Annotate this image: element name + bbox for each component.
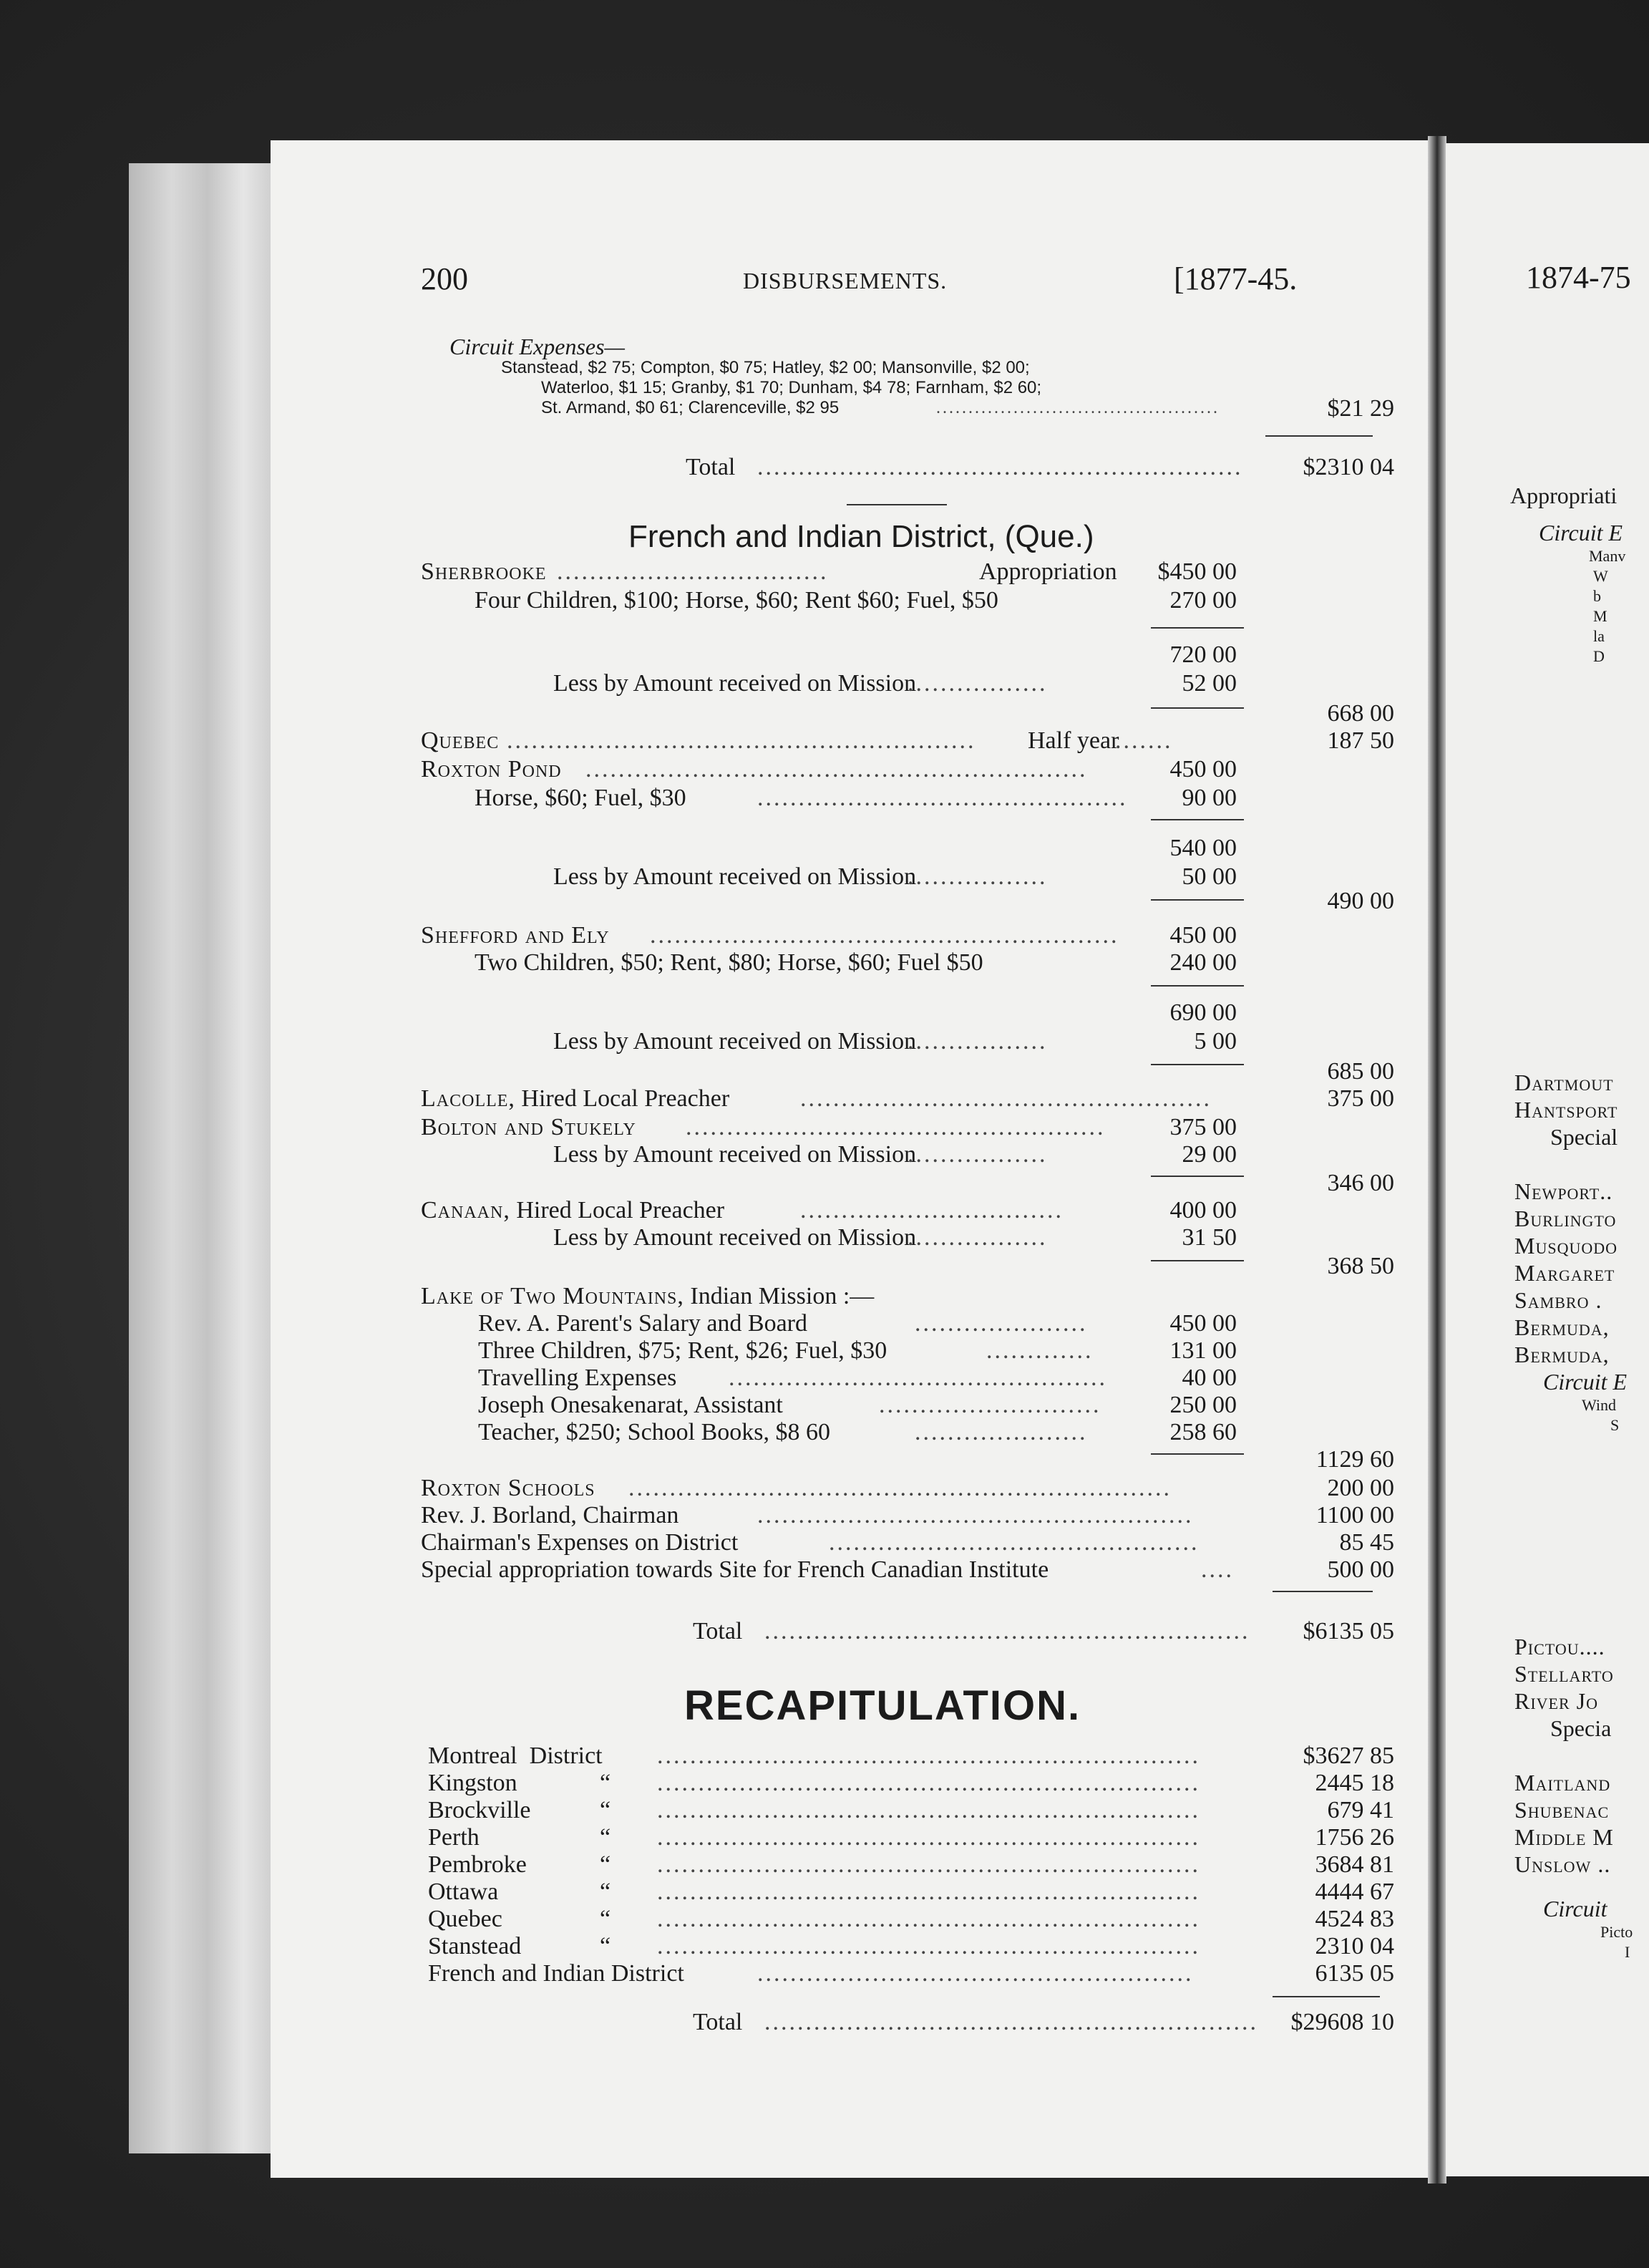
- leader-dots: ...........................................................: [764, 1618, 1250, 1644]
- rule: [1151, 707, 1244, 709]
- right-line: River Jo: [1514, 1688, 1599, 1714]
- lake-item-desc: Rev. A. Parent's Salary and Board: [478, 1310, 807, 1337]
- right-line: Hantsport: [1514, 1097, 1618, 1123]
- borland-amount: 1100 00: [1315, 1502, 1394, 1528]
- leader-dots: .................: [908, 670, 1048, 697]
- right-line: Picto: [1600, 1923, 1633, 1941]
- right-line: I: [1625, 1943, 1630, 1961]
- running-title: DISBURSEMENTS.: [743, 268, 948, 294]
- rule: [1151, 627, 1244, 629]
- recap-name: Kingston: [428, 1770, 517, 1796]
- canaan-name: Canaan,: [421, 1197, 510, 1223]
- right-line: Appropriati: [1510, 483, 1618, 508]
- recapitulation-title: RECAPITULATION.: [684, 1682, 1081, 1729]
- right-line: Special: [1550, 1124, 1618, 1150]
- sherbrooke-extra-desc: Four Children, $100; Horse, $60; Rent $60; Fuel, $50: [475, 587, 998, 614]
- sherbrooke-subtotal: 720 00: [1169, 641, 1237, 668]
- right-line: Bermuda,: [1514, 1314, 1610, 1340]
- leader-dots: .........................................................: [650, 922, 1119, 949]
- roxton-less-amount: 50 00: [1182, 863, 1237, 890]
- roxton-subtotal: 540 00: [1169, 835, 1237, 861]
- right-line: S: [1610, 1416, 1620, 1434]
- recap-suffix: District: [611, 1960, 684, 1987]
- borland-desc: Rev. J. Borland, Chairman: [421, 1502, 679, 1528]
- right-line: b: [1593, 587, 1601, 605]
- recap-amount: $3627 85: [1303, 1743, 1394, 1769]
- rule: [1151, 1064, 1244, 1065]
- rule: [1151, 1453, 1244, 1455]
- bolton-less-amount: 29 00: [1182, 1141, 1237, 1168]
- roxton-schools-name: Roxton Schools: [421, 1475, 595, 1501]
- right-line: Unslow ..: [1514, 1851, 1611, 1877]
- leader-dots: ...........................: [879, 1392, 1101, 1418]
- right-line: Margaret: [1514, 1260, 1615, 1286]
- right-line: Middle M: [1514, 1824, 1614, 1850]
- lake-item-amount: 40 00: [1182, 1365, 1237, 1391]
- sherbrooke-net: 668 00: [1327, 700, 1394, 727]
- right-line: Circuit: [1543, 1896, 1607, 1922]
- right-line: Maitland: [1514, 1770, 1611, 1796]
- circuit-expenses-label: Circuit Expenses—: [449, 334, 625, 359]
- sherbrooke-name: Sherbrooke: [421, 558, 547, 585]
- leader-dots: .......: [1115, 727, 1173, 754]
- leader-dots: .................: [908, 1028, 1048, 1055]
- leader-dots: .................................: [557, 558, 829, 585]
- leader-dots: ..................................................................: [657, 1906, 1200, 1932]
- leader-dots: .............................................: [757, 785, 1128, 811]
- leader-dots: ..................................................................: [657, 1879, 1200, 1905]
- leader-dots: .............................................................: [585, 756, 1088, 782]
- stanstead-total-amount: $2310 04: [1303, 454, 1394, 480]
- left-page: [271, 140, 1430, 2178]
- lacolle-amount: 375 00: [1327, 1085, 1394, 1112]
- rule: [1151, 1176, 1244, 1177]
- shefford-name: Shefford and Ely: [421, 922, 610, 949]
- lake-name: Lake of Two Mountains,: [421, 1283, 684, 1309]
- recap-suffix: District: [529, 1743, 603, 1769]
- canaan-less-desc: Less by Amount received on Mission: [553, 1224, 917, 1251]
- sherbrooke-extra-amount: 270 00: [1169, 587, 1237, 614]
- leader-dots: .....................................................: [757, 1502, 1194, 1528]
- recap-amount: 2445 18: [1315, 1770, 1394, 1796]
- right-line: Circuit E: [1539, 520, 1623, 546]
- bolton-less-desc: Less by Amount received on Mission: [553, 1141, 917, 1168]
- right-line: Wind: [1582, 1396, 1616, 1414]
- recap-amount: 1756 26: [1315, 1824, 1394, 1851]
- stanstead-total-label: Total: [686, 454, 736, 480]
- rule: [1151, 985, 1244, 987]
- canaan-net: 368 50: [1327, 1253, 1394, 1279]
- year-code: [1877-45.: [1174, 261, 1298, 296]
- lacolle-desc: Hired Local Preacher: [521, 1085, 730, 1112]
- section-divider: [847, 504, 947, 505]
- ditto-mark: “: [600, 1906, 611, 1932]
- right-line: Musquodo: [1514, 1233, 1618, 1259]
- sherbrooke-amount: $450 00: [1157, 558, 1237, 585]
- rule: [1273, 1591, 1373, 1592]
- bolton-amount: 375 00: [1169, 1114, 1237, 1140]
- leader-dots: ..................................................................: [657, 1797, 1200, 1823]
- roxton-less-desc: Less by Amount received on Mission: [553, 863, 917, 890]
- lake-item-desc: Teacher, $250; School Books, $8 60: [478, 1419, 831, 1445]
- leader-dots: ..................................................................: [657, 1824, 1200, 1851]
- sherbrooke-less-amount: 52 00: [1182, 670, 1237, 697]
- right-line: Bermuda,: [1514, 1342, 1610, 1367]
- lake-item-amount: 250 00: [1169, 1392, 1237, 1418]
- district-total-amount: $6135 05: [1303, 1618, 1394, 1644]
- canaan-amount: 400 00: [1169, 1197, 1237, 1223]
- special-appropriation-desc: Special appropriation towards Site for French Canadian Institute: [421, 1556, 1049, 1583]
- bolton-name: Bolton and Stukely: [421, 1114, 636, 1140]
- chairman-expenses-amount: 85 45: [1339, 1529, 1394, 1556]
- rule: [1265, 435, 1373, 437]
- right-line: W: [1593, 567, 1608, 585]
- recap-amount: 679 41: [1327, 1797, 1394, 1823]
- right-line: la: [1593, 627, 1605, 645]
- leader-dots: .................: [908, 863, 1048, 890]
- roxton-extra-desc: Horse, $60; Fuel, $30: [475, 785, 686, 811]
- leader-dots: ............................................: [936, 399, 1220, 417]
- right-line: Specia: [1550, 1715, 1612, 1741]
- book-gutter: [1428, 136, 1446, 2184]
- quebec-desc: Half year: [1028, 727, 1119, 754]
- leader-dots: ...................................................: [686, 1114, 1106, 1140]
- recap-total-label: Total: [693, 2009, 743, 2035]
- recap-amount: 6135 05: [1315, 1960, 1394, 1987]
- leader-dots: .....................: [915, 1310, 1088, 1337]
- bolton-net: 346 00: [1327, 1170, 1394, 1196]
- shefford-amount: 450 00: [1169, 922, 1237, 949]
- page-number: 200: [421, 261, 468, 296]
- ditto-mark: “: [600, 1797, 611, 1823]
- chairman-expenses-desc: Chairman's Expenses on District: [421, 1529, 739, 1556]
- recap-amount: 4524 83: [1315, 1906, 1394, 1932]
- recap-amount: 4444 67: [1315, 1879, 1394, 1905]
- leader-dots: .................: [908, 1224, 1048, 1251]
- special-appropriation-amount: 500 00: [1327, 1556, 1394, 1583]
- right-line: Stellarto: [1514, 1661, 1614, 1687]
- sherbrooke-less-desc: Less by Amount received on Mission: [553, 670, 917, 697]
- lake-item-amount: 450 00: [1169, 1310, 1237, 1337]
- leader-dots: ................................: [800, 1197, 1064, 1223]
- circuit-line-1: Stanstead, $2 75; Compton, $0 75; Hatley, $2 00; Mansonville, $2 00;: [501, 358, 1030, 377]
- shefford-less-desc: Less by Amount received on Mission: [553, 1028, 917, 1055]
- recap-name: French and Indian: [428, 1960, 605, 1987]
- lake-item-desc: Joseph Onesakenarat, Assistant: [478, 1392, 783, 1418]
- lake-item-amount: 131 00: [1169, 1337, 1237, 1364]
- ditto-mark: “: [600, 1770, 611, 1796]
- leader-dots: .....................................................: [757, 1960, 1194, 1987]
- right-page-partial: [1446, 143, 1649, 2176]
- recap-name: Ottawa: [428, 1879, 499, 1905]
- rule: [1273, 1996, 1380, 1997]
- sherbrooke-desc: Appropriation: [979, 558, 1117, 585]
- roxton-schools-amount: 200 00: [1327, 1475, 1394, 1501]
- right-line: D: [1593, 647, 1605, 665]
- leader-dots: ..............................................: [729, 1365, 1107, 1391]
- shefford-less-amount: 5 00: [1194, 1028, 1237, 1055]
- circuit-line-3: St. Armand, $0 61; Clarenceville, $2 95: [541, 398, 840, 417]
- shefford-net: 685 00: [1327, 1058, 1394, 1085]
- leader-dots: .................: [908, 1141, 1048, 1168]
- quebec-name: Quebec: [421, 727, 500, 754]
- lake-total: 1129 60: [1315, 1446, 1394, 1473]
- quebec-amount: 187 50: [1327, 727, 1394, 754]
- recap-amount: 2310 04: [1315, 1933, 1394, 1959]
- right-line: Dartmout: [1514, 1070, 1614, 1095]
- lacolle-name: Lacolle,: [421, 1085, 515, 1112]
- right-page-year: 1874-75: [1526, 260, 1631, 295]
- leader-dots: ...........................................................: [757, 454, 1243, 480]
- shefford-extra-desc: Two Children, $50; Rent, $80; Horse, $60; Fuel $50: [475, 949, 983, 976]
- lake-item-desc: Travelling Expenses: [478, 1365, 677, 1391]
- lake-item-amount: 258 60: [1169, 1419, 1237, 1445]
- recap-name: Perth: [428, 1824, 480, 1851]
- right-line: M: [1593, 607, 1607, 625]
- right-line: Newport..: [1514, 1178, 1613, 1204]
- leader-dots: .............: [986, 1337, 1094, 1364]
- recap-name: Stanstead: [428, 1933, 522, 1959]
- recap-name: Brockville: [428, 1797, 531, 1823]
- circuit-line-2: Waterloo, $1 15; Granby, $1 70; Dunham, $4 78; Farnham, $2 60;: [541, 378, 1042, 397]
- book-page-edges: [129, 163, 272, 2153]
- recap-name: Pembroke: [428, 1851, 527, 1878]
- recap-name: Quebec: [428, 1906, 502, 1932]
- lake-desc: Indian Mission :—: [690, 1283, 875, 1309]
- leader-dots: ..................................................................: [657, 1743, 1200, 1769]
- roxton-pond-name: Roxton Pond: [421, 756, 562, 782]
- leader-dots: ....: [1201, 1556, 1234, 1583]
- roxton-net: 490 00: [1327, 888, 1394, 914]
- right-line: Manv: [1589, 547, 1626, 565]
- recap-total-amount: $29608 10: [1290, 2009, 1394, 2035]
- right-line: Circuit E: [1543, 1369, 1628, 1395]
- shefford-extra-amount: 240 00: [1169, 949, 1237, 976]
- recap-name: Montreal: [428, 1743, 517, 1769]
- roxton-pond-amount: 450 00: [1169, 756, 1237, 782]
- canaan-desc: Hired Local Preacher: [516, 1197, 725, 1223]
- leader-dots: .....................: [915, 1419, 1088, 1445]
- rule: [1151, 899, 1244, 901]
- canaan-less-amount: 31 50: [1182, 1224, 1237, 1251]
- ditto-mark: “: [600, 1879, 611, 1905]
- shefford-subtotal: 690 00: [1169, 999, 1237, 1026]
- roxton-extra-amount: 90 00: [1182, 785, 1237, 811]
- ditto-mark: “: [600, 1824, 611, 1851]
- leader-dots: ..................................................: [800, 1085, 1212, 1112]
- leader-dots: ..................................................................: [657, 1933, 1200, 1959]
- leader-dots: ............................................................: [764, 2009, 1258, 2035]
- district-total-label: Total: [693, 1618, 743, 1644]
- leader-dots: .............................................: [829, 1529, 1200, 1556]
- leader-dots: ..................................................................: [657, 1851, 1200, 1878]
- rule: [1151, 819, 1244, 820]
- right-line: Shubenac: [1514, 1797, 1610, 1823]
- circuit-expenses-amount: $21 29: [1327, 395, 1394, 422]
- ditto-mark: “: [600, 1851, 611, 1878]
- right-line: Pictou....: [1514, 1634, 1605, 1659]
- right-line: Sambro .: [1514, 1287, 1602, 1313]
- lake-item-desc: Three Children, $75; Rent, $26; Fuel, $30: [478, 1337, 887, 1364]
- recap-amount: 3684 81: [1315, 1851, 1394, 1878]
- leader-dots: ..................................................................: [628, 1475, 1172, 1501]
- leader-dots: .........................................................: [507, 727, 976, 754]
- ditto-mark: “: [600, 1933, 611, 1959]
- rule: [1151, 1260, 1244, 1261]
- right-line: Burlingto: [1514, 1206, 1617, 1231]
- leader-dots: ..................................................................: [657, 1770, 1200, 1796]
- district-title: French and Indian District, (Que.): [628, 519, 1094, 554]
